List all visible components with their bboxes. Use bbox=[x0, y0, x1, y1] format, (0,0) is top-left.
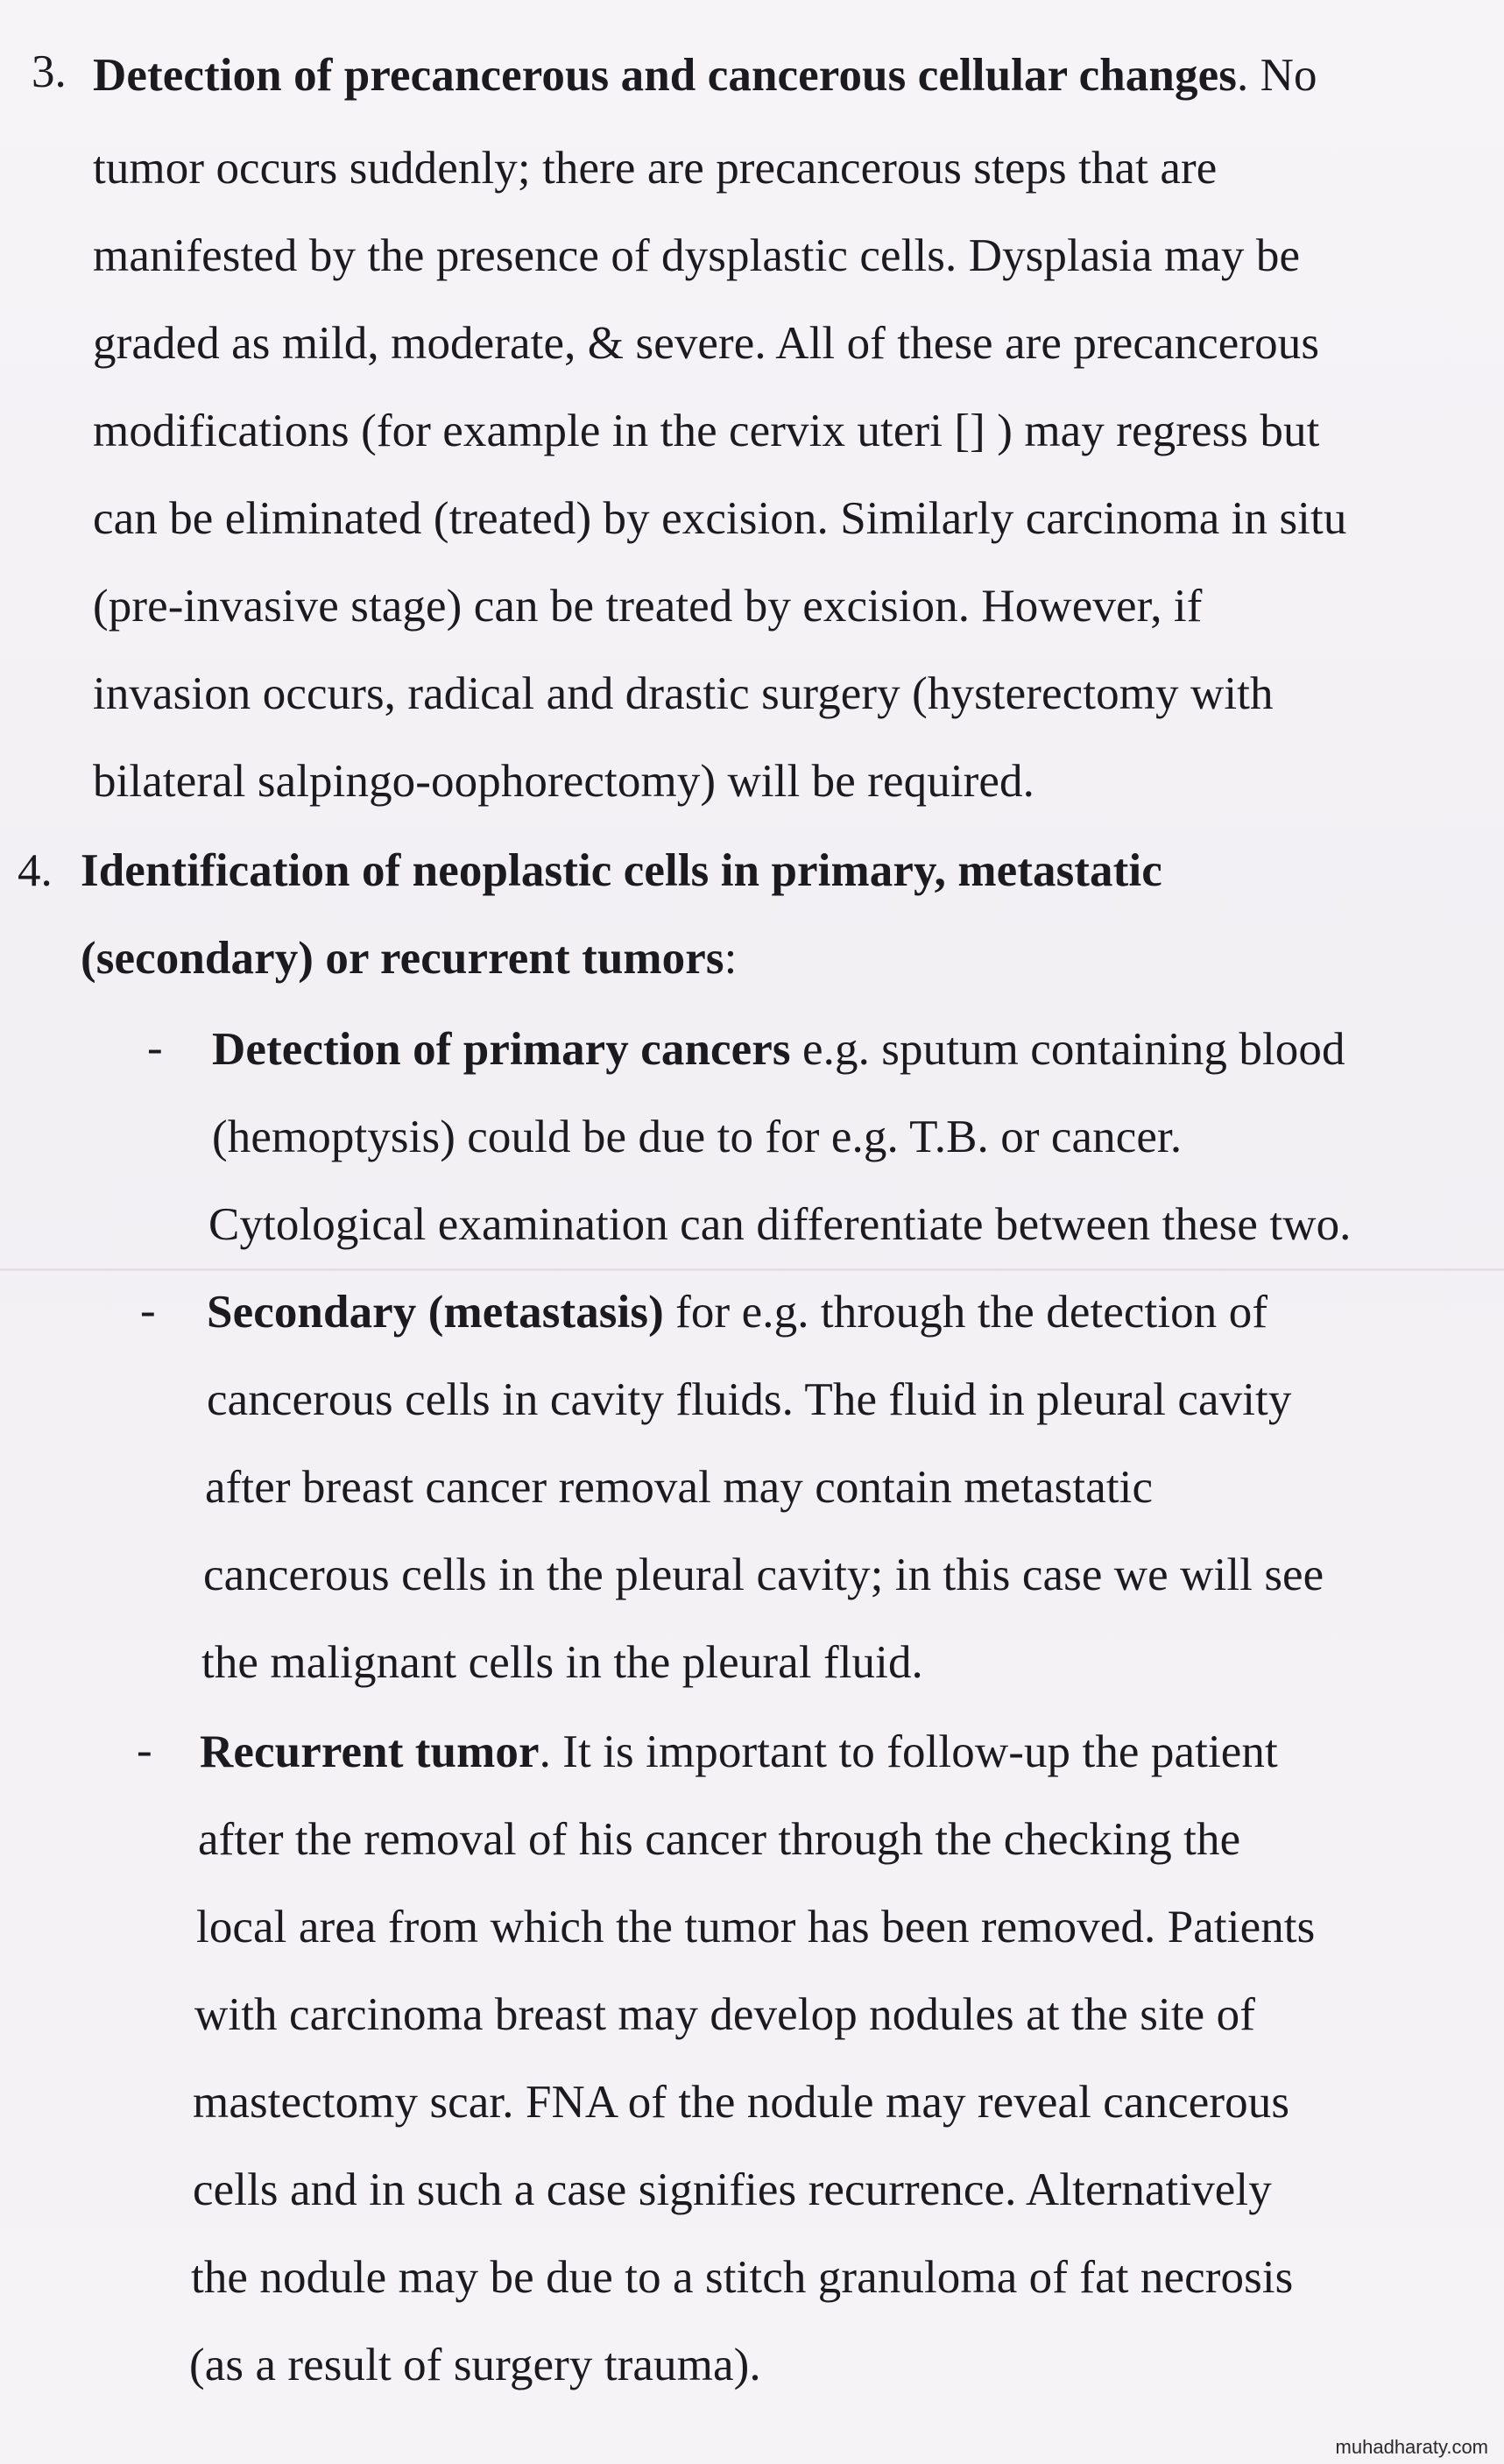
item-3-heading-line bbox=[93, 49, 1317, 102]
bullet-text-line: after the removal of his cancer through the checking the bbox=[198, 1814, 1241, 1865]
bullet-heading-tail: e.g. sputum containing blood bbox=[790, 1024, 1345, 1075]
bullet-heading: Secondary (metastasis) bbox=[207, 1287, 664, 1338]
bullet-heading: Detection of primary cancers bbox=[212, 1024, 791, 1075]
site-watermark: muhadharaty.com bbox=[1335, 2436, 1488, 2458]
item-number: 3. bbox=[32, 46, 67, 97]
bullet-heading-tail: for e.g. through the detection of bbox=[663, 1287, 1268, 1338]
bullet-text-line: with carcinoma breast may develop nodules at the site of bbox=[194, 1989, 1255, 2040]
bullet-text-line: the nodule may be due to a stitch granuloma of fat necrosis bbox=[191, 2252, 1294, 2303]
item-3-text-line: graded as mild, moderate, & severe. All of these are precancerous bbox=[93, 318, 1320, 369]
item-4-heading-tail: : bbox=[724, 933, 738, 984]
item-3-heading-tail: . No bbox=[1236, 50, 1317, 101]
bullet-first-line bbox=[200, 1726, 1278, 1778]
item-3-text-line: manifested by the presence of dysplastic cells. Dysplasia may be bbox=[93, 230, 1301, 281]
bullet-heading-tail: . It is important to follow-up the patient bbox=[539, 1726, 1278, 1777]
item-4-heading: (secondary) or recurrent tumors bbox=[81, 933, 724, 984]
item-3-text-line: invasion occurs, radical and drastic surgery (hysterectomy with bbox=[93, 668, 1274, 719]
bullet-text-line: Cytological examination can differentiate between these two. bbox=[208, 1199, 1352, 1250]
bullet-dash: - bbox=[140, 1285, 156, 1336]
bullet-text-line: cancerous cells in the pleural cavity; in this case we will see bbox=[203, 1550, 1324, 1600]
bullet-first-line bbox=[212, 1023, 1345, 1076]
bullet-text-line: the malignant cells in the pleural fluid. bbox=[201, 1637, 923, 1688]
bullet-text-line: cells and in such a case signifies recurrence. Alternatively bbox=[193, 2164, 1272, 2215]
bullet-text-line: (hemoptysis) could be due to for e.g. T.B. or cancer. bbox=[212, 1112, 1183, 1162]
item-3-text-line: can be eliminated (treated) by excision. Similarly carcinoma in situ bbox=[93, 493, 1347, 544]
bullet-text-line: after breast cancer removal may contain metastatic bbox=[205, 1462, 1154, 1513]
bullet-text-line: cancerous cells in cavity fluids. The fluid in pleural cavity bbox=[207, 1374, 1292, 1425]
paper-fold bbox=[0, 1268, 1504, 1271]
item-number: 4. bbox=[18, 845, 53, 896]
item-3-text-line: bilateral salpingo-oophorectomy) will be required. bbox=[93, 756, 1034, 807]
bullet-dash: - bbox=[137, 1725, 152, 1776]
bullet-text-line: (as a result of surgery trauma). bbox=[189, 2340, 761, 2390]
item-4-heading-line-1: Identification of neoplastic cells in primary, metastatic bbox=[81, 845, 1162, 896]
item-4-heading-line-2 bbox=[81, 932, 737, 985]
bullet-dash: - bbox=[147, 1022, 163, 1073]
bullet-text-line: mastectomy scar. FNA of the nodule may reveal cancerous bbox=[193, 2077, 1290, 2128]
item-3-text-line: (pre-invasive stage) can be treated by excision. However, if bbox=[93, 581, 1203, 632]
item-3-heading: Detection of precancerous and cancerous cellular changes bbox=[93, 50, 1237, 101]
bullet-text-line: local area from which the tumor has been removed. Patients bbox=[196, 1902, 1316, 1952]
item-3-text-line: modifications (for example in the cervix uteri [] ) may regress but bbox=[93, 406, 1320, 456]
bullet-heading: Recurrent tumor bbox=[200, 1726, 540, 1777]
item-3-text-line: tumor occurs suddenly; there are precancerous steps that are bbox=[93, 143, 1218, 194]
bullet-first-line bbox=[207, 1286, 1267, 1338]
